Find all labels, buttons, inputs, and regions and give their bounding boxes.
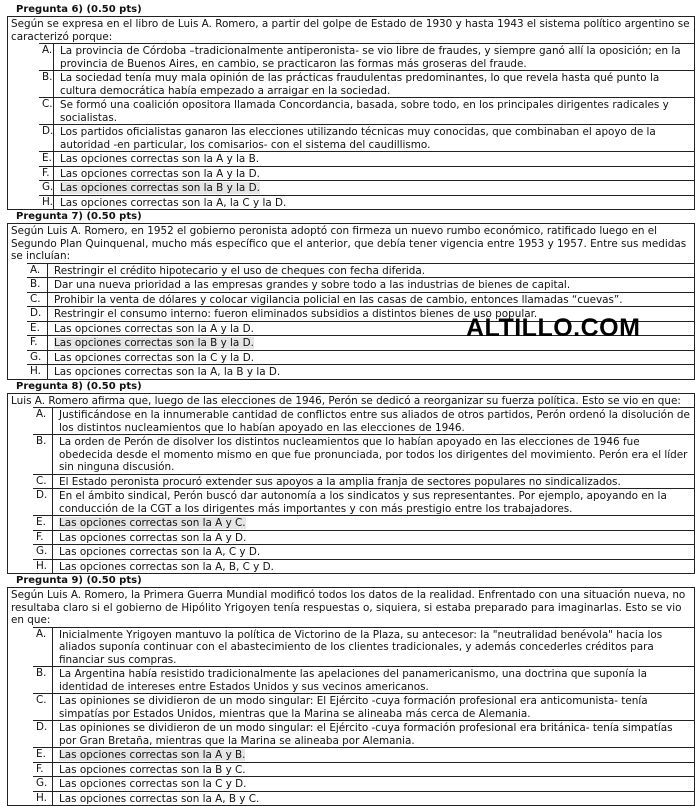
option-letter: C. — [33, 475, 53, 489]
option-b — [33, 434, 694, 474]
option-d — [33, 720, 694, 747]
option-e — [33, 515, 694, 530]
option-letter: E. — [27, 322, 48, 336]
option-letter: H. — [27, 365, 48, 379]
option-text: Los partidos oficialistas ganaron las elecciones utilizando técnicas muy conocidas, que combinaban el apoyo de la autoridad -en particular, los comisarios- con el sistema del caudillismo. — [60, 126, 656, 151]
question-box — [7, 393, 695, 575]
option-letter: C. — [33, 694, 53, 720]
option-letter: B. — [27, 278, 48, 292]
option-letter: G. — [39, 181, 54, 195]
option-letter: A. — [33, 628, 53, 667]
option-h — [33, 791, 694, 806]
option-text: La provincia de Córdoba –tradicionalmente antiperonista- se vio libre de fraudes, y siempre ganó allí la oposición; en la provincia de Buenos Aires, en cambio, se practicaron las formas más groseras del fraude. — [60, 45, 681, 70]
option-a — [27, 263, 694, 278]
option-letter: B. — [39, 71, 54, 97]
answer-highlight: Las opciones correctas son la A y B. — [59, 749, 246, 761]
option-letter: B. — [33, 435, 53, 474]
option-letter: A. — [39, 44, 54, 70]
option-text: La orden de Perón de disolver los distintos nucleamientos que lo habían apoyado en las elecciones de 1946 fue obedecida desde el momento mismo en que fue pronunciada, por todos los dirigentes del movimiento. Perón era el líder sin ninguna discusión. — [59, 436, 688, 473]
option-letter: B. — [33, 667, 53, 693]
option-letter: H. — [33, 560, 53, 574]
question-stem: Según Luis A. Romero, en 1952 el gobierno peronista adoptó con firmeza un nuevo rumbo económico, ratificado luego en el Segundo Plan Quinquenal, mucho más específico que el anterior, que debía tener vigencia entre 1953 y 1957. Entre sus medidas se incluían: — [11, 225, 687, 262]
option-text: Prohibir la venta de dólares y colocar vigilancia policial en las casas de cambio, entonces llamadas “cuevas”. — [54, 293, 623, 306]
option-b — [33, 666, 694, 693]
option-letter: G. — [27, 351, 48, 365]
option-letter: A. — [27, 264, 48, 278]
option-g — [39, 180, 694, 195]
option-text: Las opciones correctas son la C y la D. — [54, 351, 255, 364]
answer-highlight: Las opciones correctas son la A y C. — [59, 517, 246, 529]
option-text: Las opciones correctas son la A, B, C y D. — [59, 560, 274, 573]
option-letter: D. — [27, 307, 48, 321]
option-h — [33, 559, 694, 574]
option-b — [27, 277, 694, 292]
option-text: Justificándose en la innumerable cantidad de conflictos entre sus aliados de otros partidos, Perón ordenó la disolución de los distintos nucleamientos que lo habían apoyado en las elecciones de 1946. — [59, 409, 690, 434]
question-box — [7, 587, 695, 806]
option-text: Restringir el crédito hipotecario y el uso de cheques con fecha diferida. — [54, 264, 426, 277]
option-g — [27, 350, 694, 365]
option-h — [27, 364, 694, 379]
option-letter: H. — [39, 196, 54, 210]
option-a — [33, 407, 694, 434]
option-text: Las opciones correctas son la A y la D. — [54, 322, 254, 335]
question-title: Pregunta 6) (0.50 pts) — [16, 4, 142, 15]
option-g — [33, 776, 694, 791]
option-letter: D. — [39, 125, 54, 151]
question-7 — [7, 210, 695, 380]
answer-highlight: Las opciones correctas son la B y la D. — [60, 182, 260, 194]
option-text — [53, 516, 694, 530]
option-letter: C. — [39, 98, 54, 124]
question-title: Pregunta 9) (0.50 pts) — [16, 575, 142, 586]
option-d — [33, 488, 694, 515]
option-text: Dar una nueva prioridad a las empresas grandes y sobre todo a las industrias de bienes de capital. — [54, 279, 571, 291]
option-text: La Argentina había resistido tradicionalmente las apelaciones del panamericanismo, una doctrina que suponía la identidad de intereses entre Estados Unidos y sus vecinos americanos. — [59, 668, 648, 693]
question-8 — [7, 380, 695, 575]
option-c — [39, 97, 694, 124]
option-letter: D. — [33, 489, 53, 515]
option-text: Las opciones correctas son la A, la B y la D. — [54, 366, 281, 378]
option-text: Las opciones correctas son la A, B y C. — [59, 792, 260, 805]
option-d — [39, 124, 694, 151]
option-text: Las opciones correctas son la A, la C y la D. — [60, 196, 287, 209]
option-letter: G. — [33, 777, 53, 791]
option-letter: E. — [39, 152, 54, 166]
question-title: Pregunta 8) (0.50 pts) — [16, 380, 142, 392]
question-title: Pregunta 7) (0.50 pts) — [16, 211, 142, 222]
option-text: En el ámbito sindical, Perón buscó dar autonomía a los sindicatos y sus representantes. Por ejemplo, apoyando en la conducción de la CGT a los dirigentes más importantes y con más prestigio entre los trabajadores. — [59, 490, 667, 515]
option-text: La sociedad tenía muy mala opinión de las prácticas fraudulentas predominantes, lo que revela hasta qué punto la cultura democrática había empezado a arraigar en la sociedad. — [60, 72, 660, 97]
option-c — [33, 474, 694, 489]
option-f — [39, 166, 694, 181]
question-box — [7, 223, 695, 380]
option-letter: E. — [33, 748, 53, 762]
option-e — [33, 747, 694, 762]
option-text: Restringir el consumo interno: fueron eliminados subsidios a distintos bienes de uso popular. — [54, 308, 538, 320]
question-6 — [7, 3, 695, 210]
question-stem: Según Luis A. Romero, la Primera Guerra Mundial modificó todos los datos de la realidad. Enfrentado con una situación nueva, no resultaba claro si el gobierno de Hipólito Yrigoyen tenía respuestas o, siquiera, si estaba preparado para imaginarlas. Esto se vio en que: — [11, 589, 686, 626]
option-letter: F. — [33, 531, 53, 545]
option-f — [33, 762, 694, 777]
option-a — [39, 43, 694, 70]
option-text: El Estado peronista procuró extender sus apoyos a la amplia franja de sectores populares no sindicalizados. — [59, 475, 621, 488]
option-text — [53, 748, 694, 762]
option-text: Inicialmente Yrigoyen mantuvo la política de Victorino de la Plaza, su antecesor: la "neutralidad benévola" hacia los aliados suponía continuar con el abastecimiento de los clientes tradicionales, y además concederles créditos para financiar sus compras. — [59, 628, 663, 666]
answer-highlight: Las opciones correctas son la B y la D. — [54, 337, 254, 349]
option-text: Las opiniones se dividieron de un modo singular: El Ejército -cuya formación profesional era anticomunista- tenía simpatías por Estados Unidos, mientras que la Marina se alineaba más cerca de Alemania. — [59, 695, 648, 720]
option-letter: E. — [33, 516, 53, 530]
option-letter: D. — [33, 721, 53, 747]
option-c — [27, 292, 694, 307]
option-letter: F. — [39, 167, 54, 181]
option-text: Las opciones correctas son la A y D. — [59, 531, 247, 544]
option-text: Las opciones correctas son la A, C y D. — [59, 546, 261, 558]
option-f — [33, 530, 694, 545]
option-text: Las opciones correctas son la A y la B. — [60, 153, 260, 165]
option-a — [33, 627, 694, 667]
option-h — [39, 195, 694, 210]
option-letter: G. — [33, 545, 53, 559]
option-letter: F. — [27, 336, 48, 350]
question-box — [7, 16, 695, 210]
option-text: Las opiniones se dividieron de un modo singular: el Ejército -cuya formación profesional era británica- tenía simpatías por Gran Bretaña, mientras que la Marina se alineaba por Alemania. — [59, 722, 673, 747]
option-text — [54, 181, 694, 195]
option-text: Se formó una coalición opositora llamada Concordancia, basada, sobre todo, en los principales dirigentes radicales y socialistas. — [60, 99, 669, 124]
exam-document — [7, 3, 695, 806]
option-g — [33, 544, 694, 559]
option-b — [39, 70, 694, 97]
option-letter: H. — [33, 792, 53, 806]
option-e — [39, 151, 694, 166]
question-9 — [7, 574, 695, 806]
option-text: Las opciones correctas son la A y la D. — [60, 167, 260, 180]
option-text: Las opciones correctas son la C y D. — [59, 778, 247, 790]
option-letter: A. — [33, 408, 53, 434]
option-text: Las opciones correctas son la B y C. — [59, 763, 246, 776]
option-letter: C. — [27, 293, 48, 307]
option-c — [33, 693, 694, 720]
question-stem: Luis A. Romero afirma que, luego de las elecciones de 1946, Perón se dedicó a reorganizar su fuerza política. Esto se vio en que: — [11, 394, 681, 407]
watermark-logo: ALTILLO.COM — [466, 314, 641, 342]
option-letter: F. — [33, 763, 53, 777]
question-stem: Según se expresa en el libro de Luis A. Romero, a partir del golpe de Estado de 1930 y hasta 1943 el sistema político argentino se caracterizó porque: — [11, 18, 690, 43]
